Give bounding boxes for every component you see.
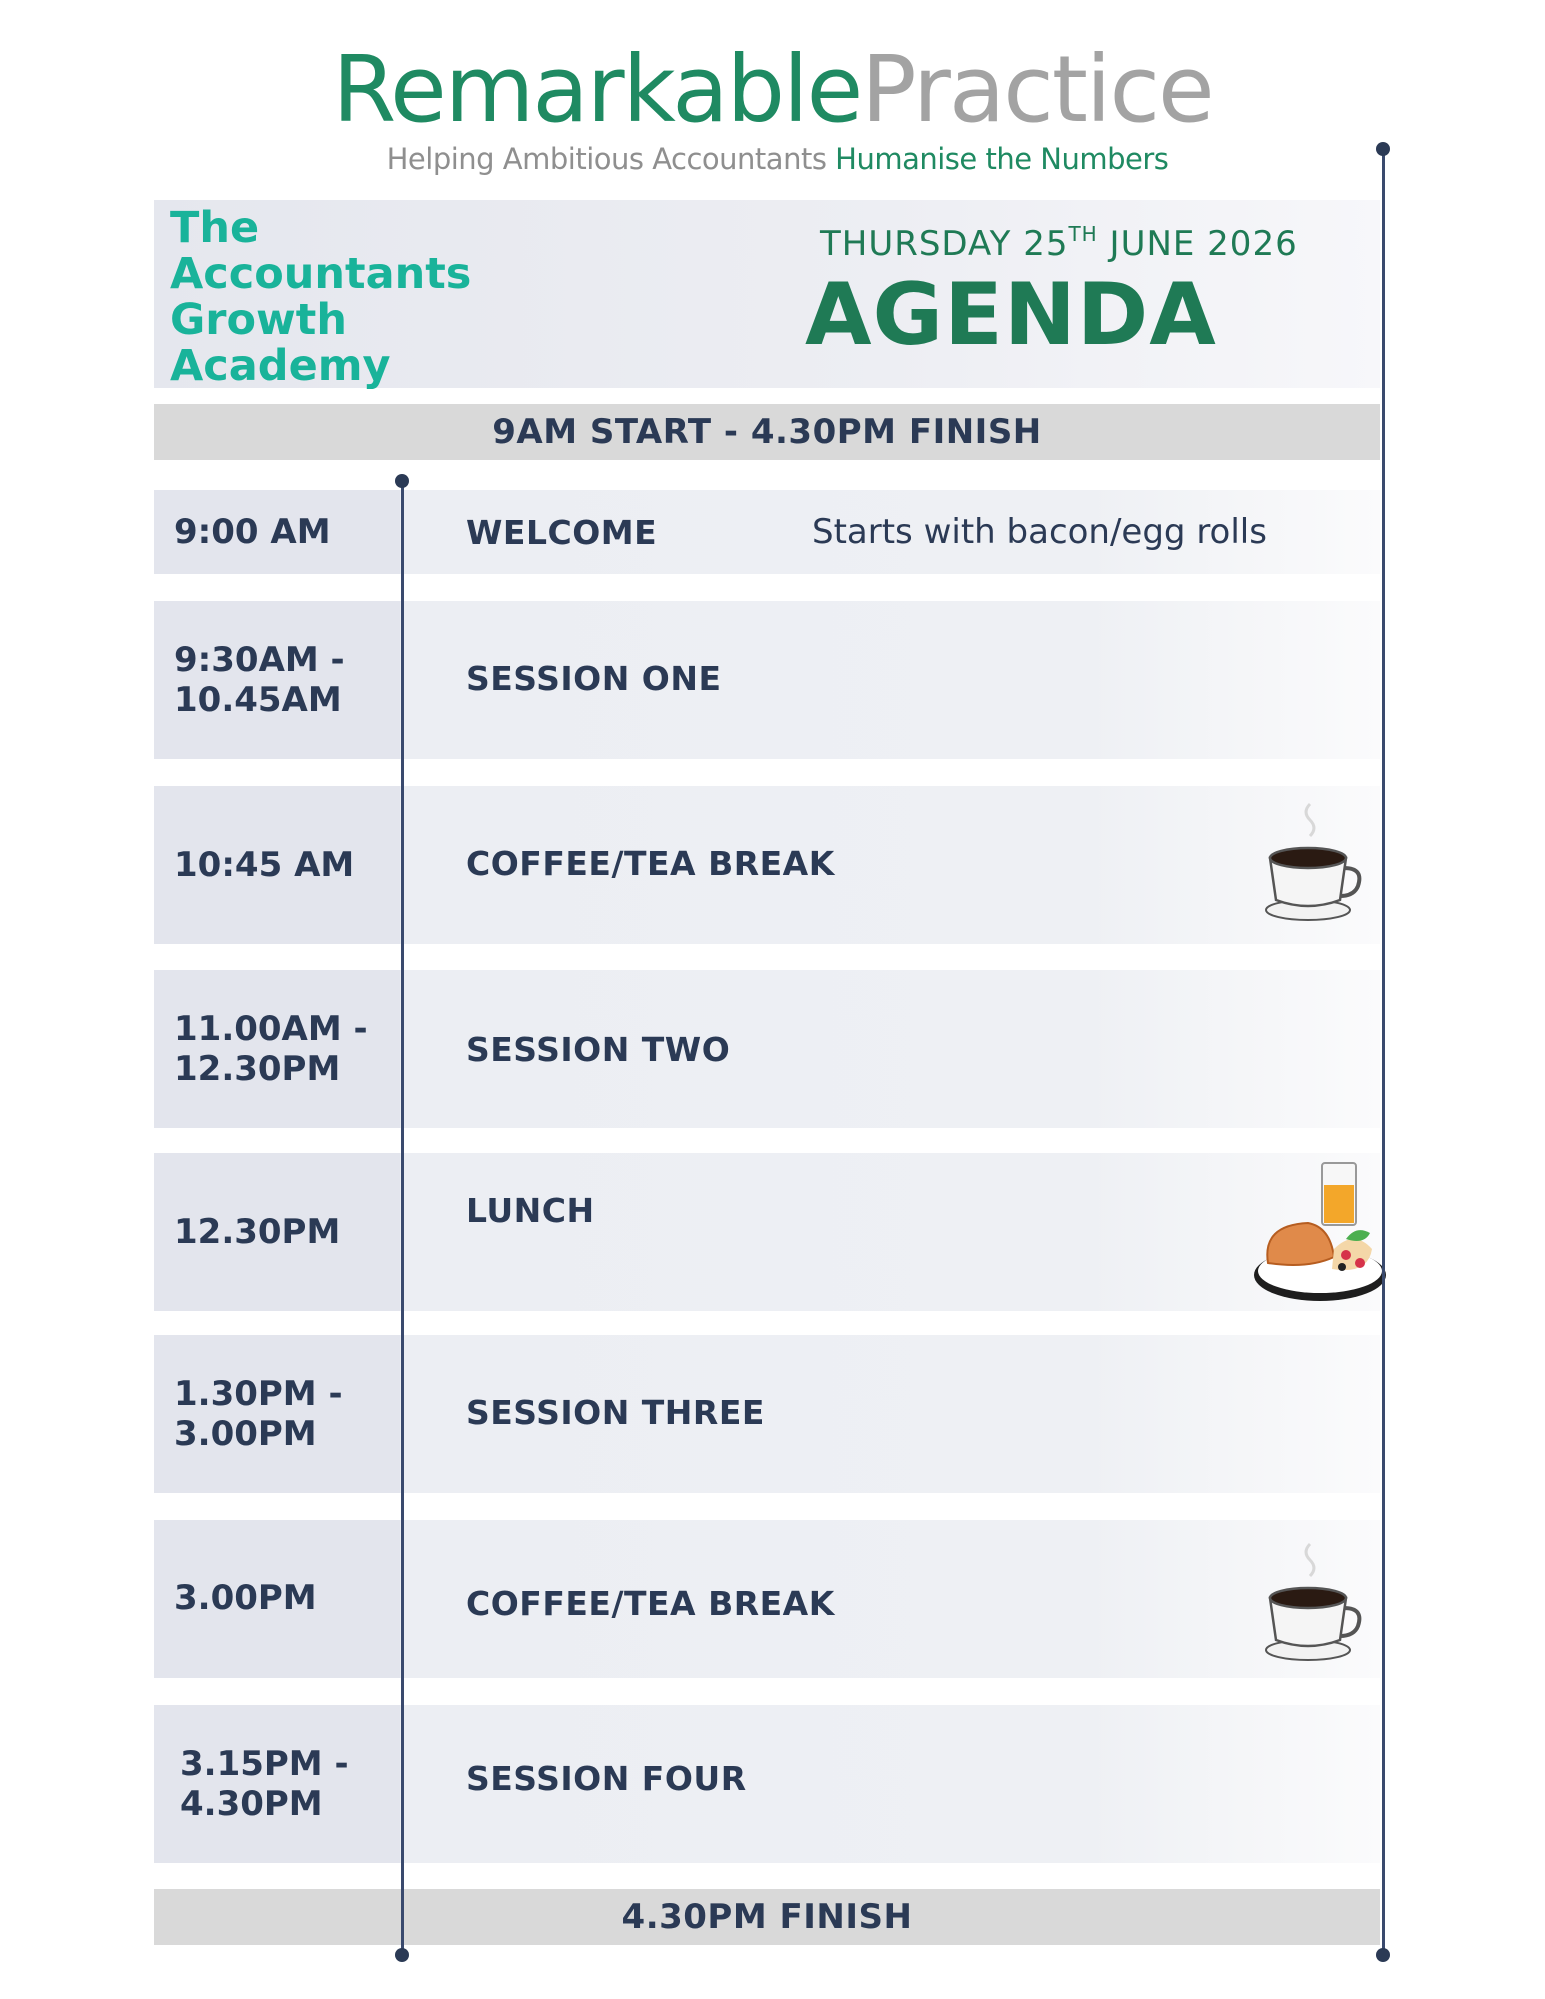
time-line: 12.30PM [174, 1049, 341, 1089]
row-body [400, 970, 1380, 1128]
row-title: SESSION TWO [466, 1030, 731, 1069]
row-note: Starts with bacon/egg rolls [812, 512, 1267, 552]
academy-line: The [170, 203, 260, 253]
time-line: 3.00PM [174, 1414, 317, 1454]
coffee-cup-icon [1260, 800, 1370, 924]
row-body [400, 1705, 1380, 1863]
time-divider-line [401, 480, 404, 1954]
time-line: 3.00PM [174, 1578, 317, 1618]
row-time [154, 786, 400, 944]
row-title: SESSION THREE [466, 1393, 765, 1432]
academy-line: Growth [170, 295, 347, 345]
time-line: 12.30PM [174, 1212, 341, 1252]
row-body [400, 601, 1380, 759]
page-title: AGENDA [805, 265, 1217, 365]
time-line: 11.00AM - [174, 1009, 368, 1049]
time-line: 4.30PM [180, 1784, 323, 1824]
row-body [400, 786, 1380, 944]
agenda-row-welcome [154, 490, 1380, 574]
brand-tagline [0, 142, 1545, 176]
academy-line: Accountants [170, 249, 472, 299]
agenda-row-session-one [154, 601, 1380, 759]
row-body [400, 1335, 1380, 1493]
hours-text: 9AM START - 4.30PM FINISH [492, 412, 1042, 452]
brand-logo [0, 36, 1545, 176]
time-line: 9:00 AM [174, 512, 331, 552]
row-body [400, 490, 1380, 574]
academy-name [170, 205, 500, 389]
time-line: 10.45AM [174, 680, 342, 720]
row-time [154, 1335, 400, 1493]
brand-name [0, 36, 1545, 143]
time-line: 1.30PM - [174, 1374, 343, 1414]
timeline-dot [395, 474, 409, 488]
row-time [154, 1520, 400, 1678]
brand-name-part2: Practice [861, 36, 1213, 143]
brand-name-part1: Remarkable [332, 36, 862, 143]
date-rest: JUNE 2026 [1097, 224, 1298, 264]
page-border-line [1382, 148, 1385, 1954]
row-body [400, 1153, 1380, 1311]
row-title: LUNCH [466, 1191, 595, 1230]
row-time [154, 490, 400, 574]
row-title: COFFEE/TEA BREAK [466, 844, 835, 883]
date-suffix: TH [1068, 222, 1098, 246]
time-line: 3.15PM - [180, 1744, 349, 1784]
row-time [154, 1705, 400, 1863]
row-time [154, 1153, 400, 1311]
timeline-dot [395, 1948, 409, 1962]
timeline-dot [1376, 142, 1390, 156]
coffee-cup-icon [1260, 1540, 1370, 1664]
tagline-part2: Humanise the Numbers [835, 142, 1169, 176]
agenda-row-lunch [154, 1153, 1380, 1311]
row-title: WELCOME [466, 513, 658, 552]
agenda-row-coffee-break-1 [154, 786, 1380, 944]
row-title: COFFEE/TEA BREAK [466, 1584, 835, 1623]
agenda-row-session-four [154, 1705, 1380, 1863]
tagline-part1: Helping Ambitious Accountants [386, 142, 836, 176]
finish-banner [154, 1889, 1380, 1945]
time-line: 9:30AM - [174, 640, 345, 680]
row-title: SESSION ONE [466, 659, 722, 698]
lunch-plate-icon [1250, 1159, 1400, 1305]
timeline-dot [1376, 1948, 1390, 1962]
row-body [400, 1520, 1380, 1678]
agenda-row-session-three [154, 1335, 1380, 1493]
time-line: 10:45 AM [174, 845, 355, 885]
agenda-row-session-two [154, 970, 1380, 1128]
academy-line: Academy [170, 341, 391, 391]
event-date [820, 222, 1340, 264]
agenda-row-coffee-break-2 [154, 1520, 1380, 1678]
row-title: SESSION FOUR [466, 1759, 747, 1798]
row-time [154, 601, 400, 759]
row-time [154, 970, 400, 1128]
date-prefix: THURSDAY 25 [820, 224, 1069, 264]
finish-text: 4.30PM FINISH [621, 1897, 913, 1937]
hours-banner [154, 404, 1380, 460]
